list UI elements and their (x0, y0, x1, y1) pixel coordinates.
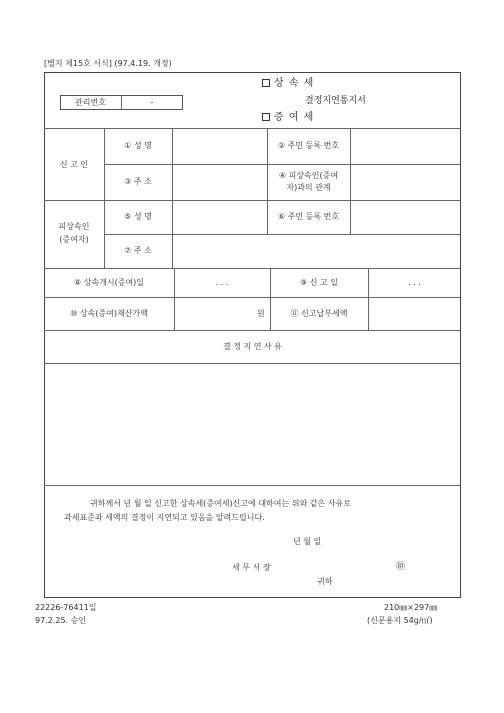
footer-code: 22226-76411일 (35, 603, 97, 612)
reporter-name-field[interactable] (173, 129, 266, 163)
relation-label-line1: ④ 피상속인(증여 (278, 171, 339, 180)
report-date-value[interactable]: . . . (408, 278, 421, 287)
gift-checkbox[interactable] (262, 113, 270, 121)
reporter-section-label: 신 고 인 (59, 160, 89, 169)
seal-mark: ㊞ (396, 562, 406, 572)
reporter-address-label: ③ 주 소 (124, 177, 152, 186)
notice-line1: 귀하께서 년 월 일 신고한 상속세(증여세)신고에 대하여는 위와 같은 사유로 (90, 499, 351, 508)
property-value-field[interactable] (175, 298, 269, 329)
form-number: [별지 제15호 서식] (97.4.19. 개정) (44, 59, 172, 68)
relation-field[interactable] (351, 165, 460, 199)
notice-date: 년 월 일 (293, 537, 322, 546)
gift-tax-option[interactable] (262, 113, 314, 123)
tax-office-head: 세 무 서 장 (232, 563, 271, 572)
inheritance-tax-label: 상 속 세 (274, 78, 315, 89)
gift-tax-label: 증 여 세 (274, 112, 315, 123)
inheritance-tax-option[interactable] (262, 79, 314, 89)
tax-amount-label: ⑪ 신고납부세액 (290, 309, 348, 318)
property-value-label: ⑩ 상속(증여)재산가액 (70, 309, 148, 318)
decedent-section-label-2: (증여자) (59, 235, 89, 244)
reporter-name-label: ① 성 명 (124, 141, 152, 150)
reporter-address-field[interactable] (173, 165, 266, 199)
reason-field[interactable] (45, 364, 460, 484)
footer-size: 210㎜×297㎜ (384, 603, 438, 612)
start-date-label: ⑧ 상속개시(증여)일 (73, 278, 145, 287)
decedent-address-label: ⑦ 주 소 (124, 246, 152, 255)
mgmt-value[interactable]: - (150, 98, 154, 107)
reason-title: 결 정 지 연 사 유 (222, 342, 283, 351)
decedent-rrn-label: ⑥ 주민 등록 번호 (277, 212, 340, 221)
addressee: 귀하 (317, 577, 333, 586)
decedent-name-label: ⑤ 성 명 (124, 212, 152, 221)
footer-approval: 97.2.25. 승인 (35, 616, 87, 625)
reporter-rrn-label: ② 주민 등록 번호 (277, 141, 340, 150)
decedent-address-field[interactable] (173, 235, 460, 267)
decedent-rrn-field[interactable] (351, 201, 460, 233)
start-date-value[interactable]: . . . (215, 278, 229, 287)
footer-paper: (신문용지 54g/㎡) (367, 616, 433, 625)
decedent-name-field[interactable] (173, 201, 266, 233)
property-unit: 원 (257, 309, 265, 318)
reporter-rrn-field[interactable] (351, 129, 460, 163)
relation-label-line2: 자)과의 관계 (286, 183, 331, 192)
mgmt-label: 관리번호 (75, 98, 106, 107)
notice-line2: 과세표준과 세액의 결정이 지연되고 있음을 알려드립니다. (64, 513, 265, 522)
inheritance-checkbox[interactable] (262, 79, 270, 87)
report-date-label: ⑨ 신 고 일 (300, 278, 338, 287)
doc-title: 결정지연통지서 (305, 96, 366, 106)
tax-amount-field[interactable] (369, 298, 460, 329)
decedent-section-label-1: 피상속인 (58, 222, 90, 231)
